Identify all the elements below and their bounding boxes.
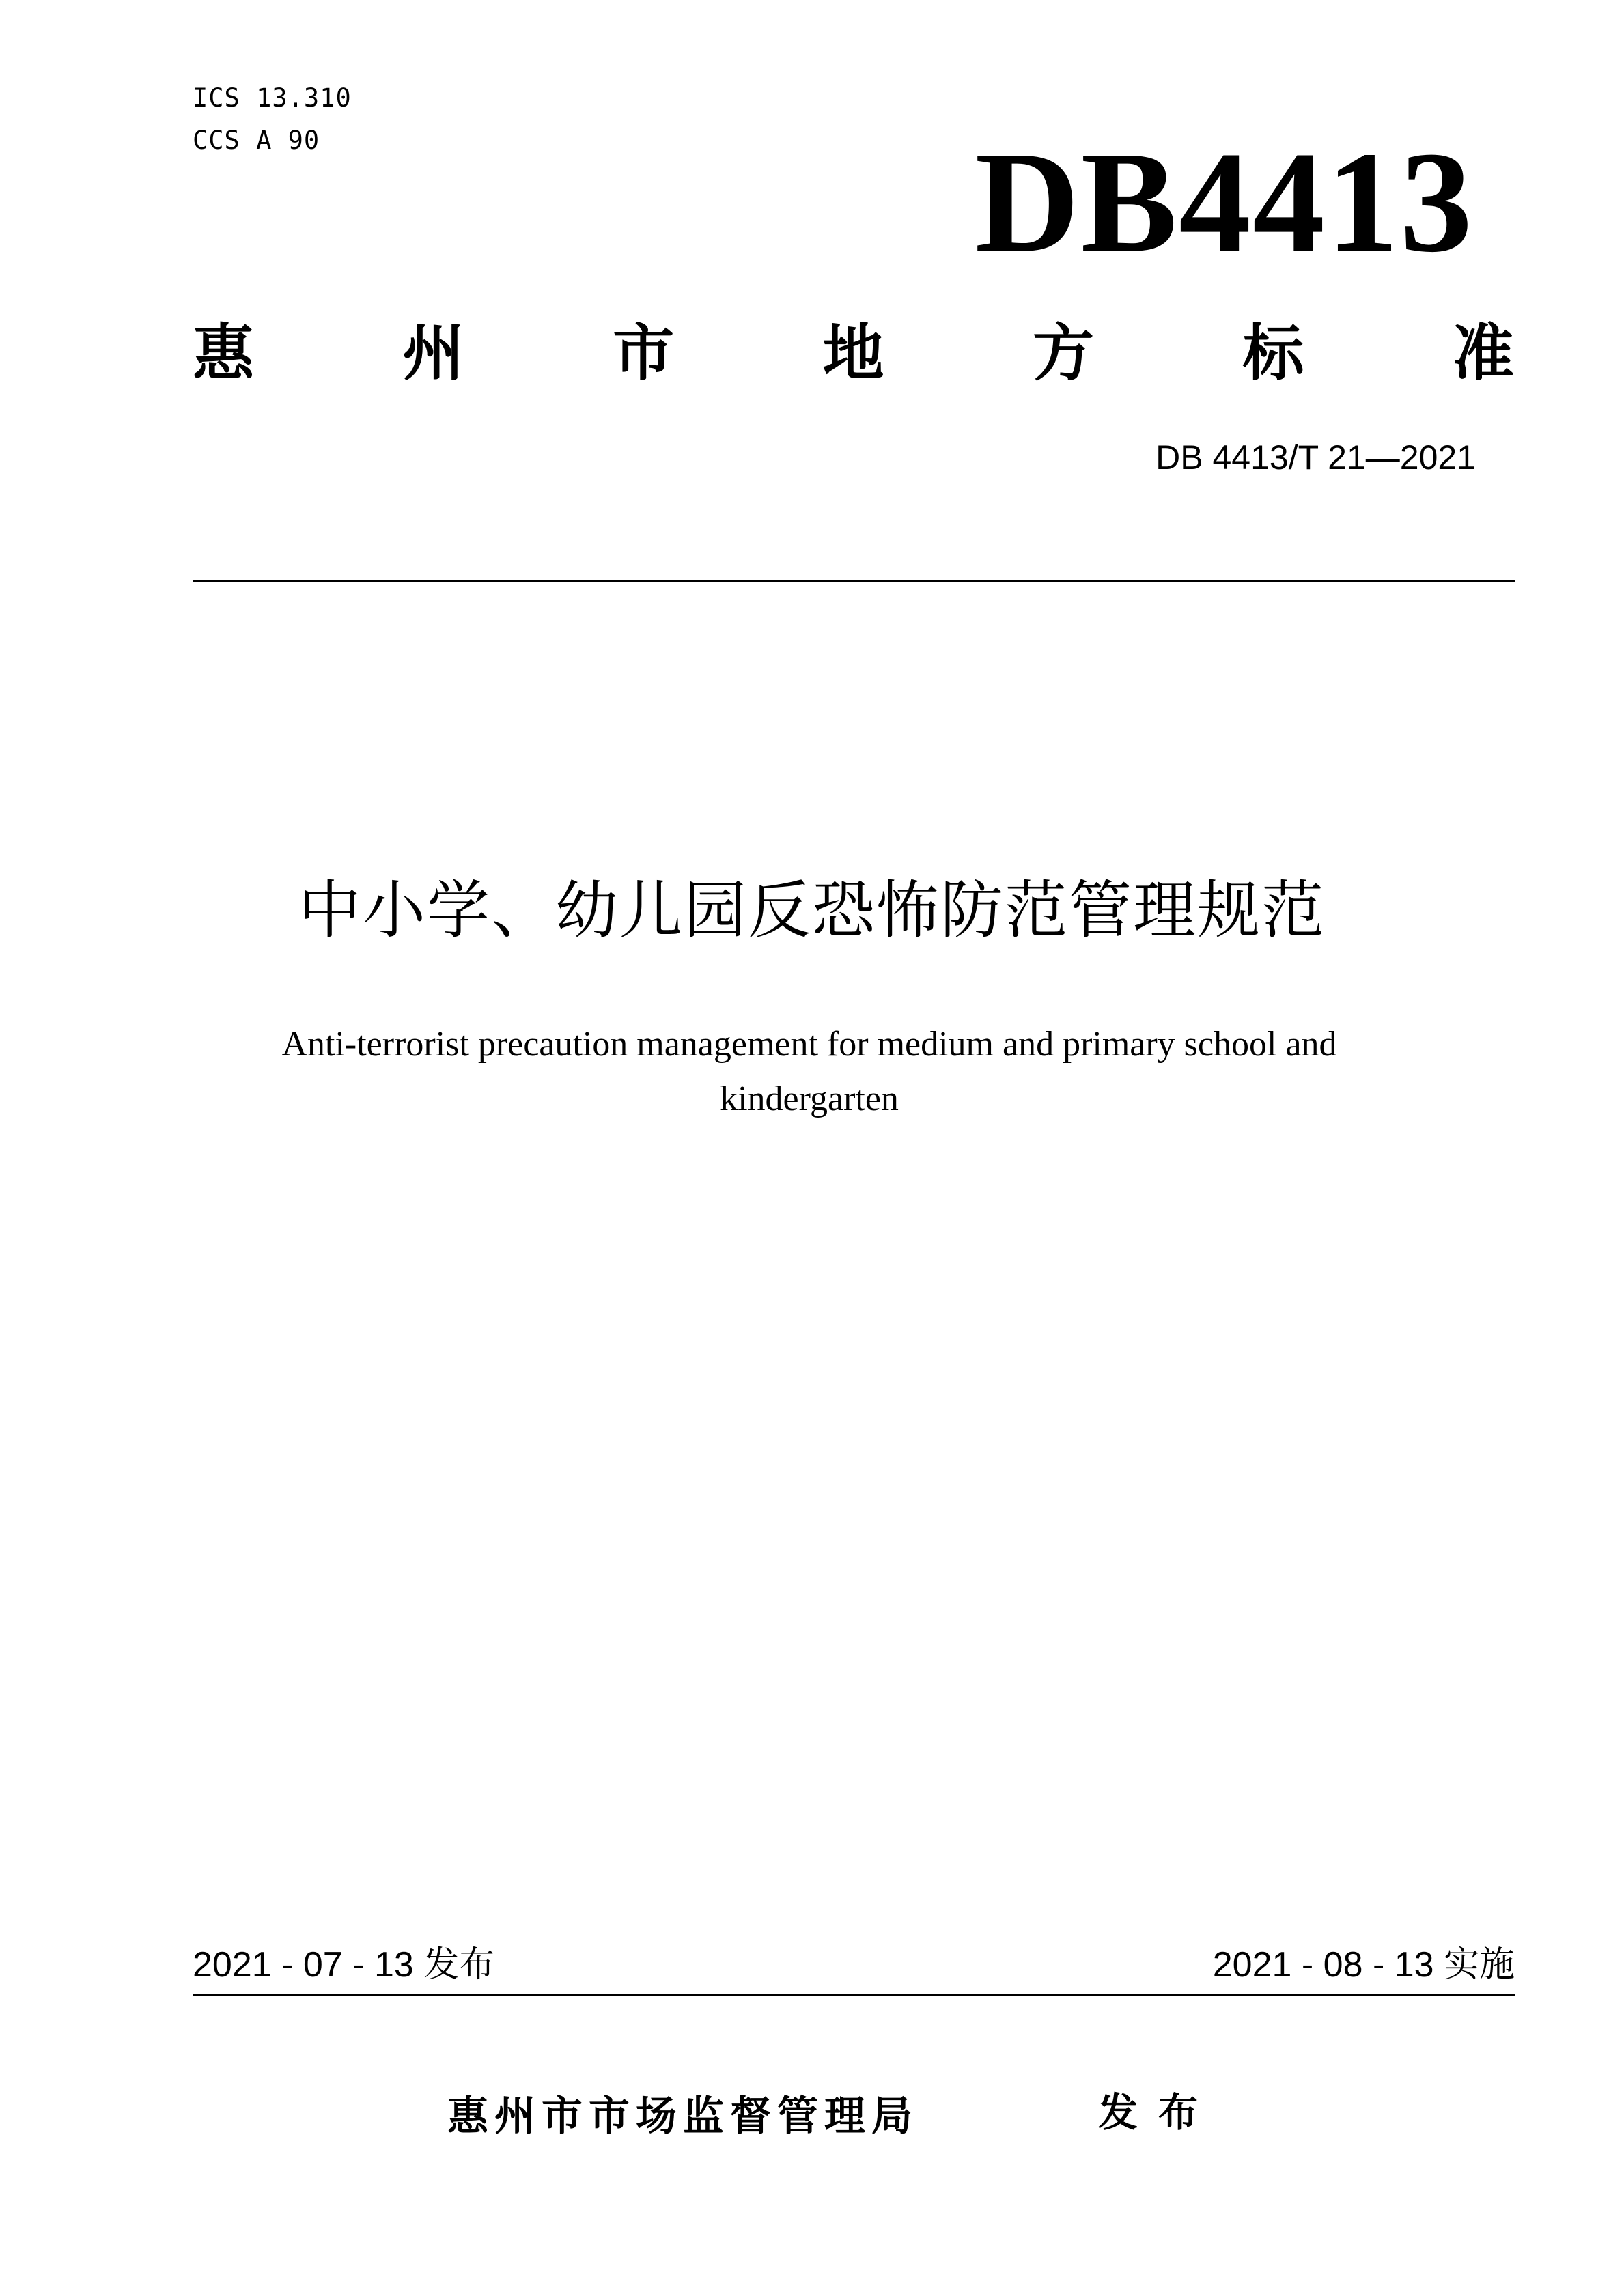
category-char: 地 — [822, 317, 884, 389]
publish-label: 发布 — [1098, 2089, 1219, 2136]
title-english-line: kindergarten — [720, 1079, 899, 1118]
bottom-divider — [193, 1994, 1515, 1996]
ccs-code: CCS A 90 — [193, 126, 320, 155]
title-chinese: 中小学、幼儿园反恐怖防范管理规范 — [298, 874, 1326, 947]
category-char: 市 — [613, 317, 674, 389]
ics-code: ICS 13.310 — [193, 83, 352, 113]
standard-number: DB 4413/T 21—2021 — [1156, 438, 1476, 477]
standard-code-logo: DB4413 — [975, 122, 1474, 282]
standard-category — [193, 316, 1514, 391]
category-char: 标 — [1242, 317, 1304, 389]
category-char: 方 — [1033, 317, 1094, 389]
title-english — [219, 1017, 1400, 1126]
implementation-date: 2021 - 08 - 13 实施 — [1212, 1945, 1515, 1985]
category-char: 惠 — [193, 317, 254, 389]
issue-date: 2021 - 07 - 13 发布 — [193, 1945, 495, 1985]
publisher-name: 惠州市市场监督管理局 — [447, 2093, 919, 2140]
title-english-line: Anti-terrorist precaution management for medium and primary school and — [281, 1025, 1337, 1064]
category-char: 州 — [402, 317, 464, 389]
category-char: 准 — [1453, 317, 1514, 389]
top-divider — [193, 580, 1515, 582]
